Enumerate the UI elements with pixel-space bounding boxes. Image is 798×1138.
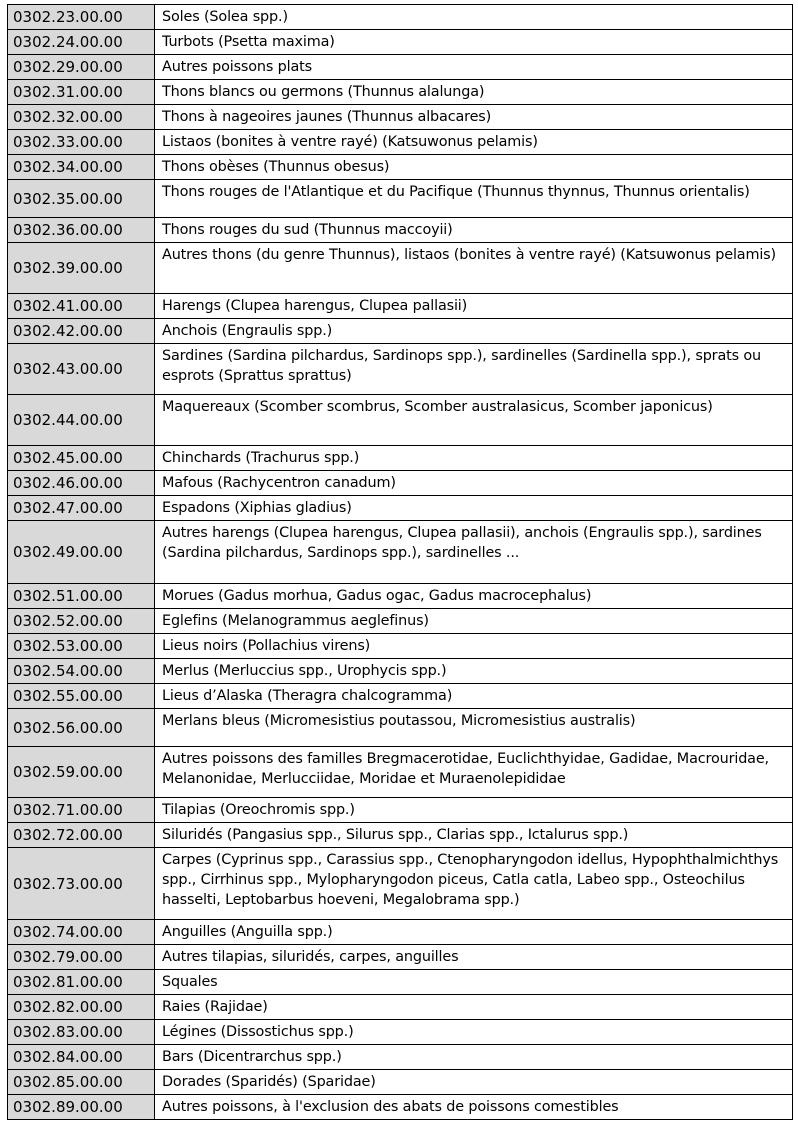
- table-row: [8, 30, 793, 55]
- tariff-code-cell: 0302.24.00.00: [8, 30, 155, 55]
- table-row: [8, 395, 793, 446]
- tariff-code-cell: 0302.23.00.00: [8, 5, 155, 30]
- table-row: [8, 180, 793, 218]
- table-row: [8, 5, 793, 30]
- table-row: [8, 920, 793, 945]
- description-cell: Lieus d’Alaska (Theragra chalcogramma): [155, 684, 793, 709]
- description-cell: Thons rouges du sud (Thunnus maccoyii): [155, 218, 793, 243]
- tariff-code-cell: 0302.56.00.00: [8, 709, 155, 747]
- description-cell: Autres poissons des familles Bregmacerotidae, Euclichthyidae, Gadidae, Macrouridae, Melanonidae, Merlucciidae, Moridae et Muraenolepididae: [155, 747, 793, 798]
- tariff-code-cell: 0302.41.00.00: [8, 294, 155, 319]
- tariff-code-cell: 0302.81.00.00: [8, 970, 155, 995]
- description-cell: Listaos (bonites à ventre rayé) (Katsuwonus pelamis): [155, 130, 793, 155]
- table-row: [8, 218, 793, 243]
- table-row: [8, 521, 793, 584]
- table-row: [8, 319, 793, 344]
- description-cell: Thons blancs ou germons (Thunnus alalunga): [155, 80, 793, 105]
- tariff-code-cell: 0302.31.00.00: [8, 80, 155, 105]
- table-row: [8, 155, 793, 180]
- table-row: [8, 294, 793, 319]
- tariff-code-cell: 0302.47.00.00: [8, 496, 155, 521]
- table-row: [8, 823, 793, 848]
- tariff-code-cell: 0302.73.00.00: [8, 848, 155, 920]
- tariff-code-cell: 0302.82.00.00: [8, 995, 155, 1020]
- tariff-code-cell: 0302.45.00.00: [8, 446, 155, 471]
- table-row: [8, 1020, 793, 1045]
- description-cell: Harengs (Clupea harengus, Clupea pallasii): [155, 294, 793, 319]
- table-row: [8, 1070, 793, 1095]
- table-row: [8, 55, 793, 80]
- description-cell: Chinchards (Trachurus spp.): [155, 446, 793, 471]
- description-cell: Autres tilapias, siluridés, carpes, anguilles: [155, 945, 793, 970]
- description-cell: Anchois (Engraulis spp.): [155, 319, 793, 344]
- tariff-code-cell: 0302.74.00.00: [8, 920, 155, 945]
- description-cell: Merlans bleus (Micromesistius poutassou, Micromesistius australis): [155, 709, 793, 747]
- tariff-code-cell: 0302.46.00.00: [8, 471, 155, 496]
- description-cell: Autres poissons, à l'exclusion des abats de poissons comestibles: [155, 1095, 793, 1120]
- table-row: [8, 684, 793, 709]
- table-row: [8, 130, 793, 155]
- table-row: [8, 344, 793, 395]
- description-cell: Sardines (Sardina pilchardus, Sardinops spp.), sardinelles (Sardinella spp.), sprats ou esprots (Sprattus sprattus): [155, 344, 793, 395]
- description-cell: Autres poissons plats: [155, 55, 793, 80]
- tariff-code-cell: 0302.29.00.00: [8, 55, 155, 80]
- description-cell: Légines (Dissostichus spp.): [155, 1020, 793, 1045]
- description-cell: Thons à nageoires jaunes (Thunnus albacares): [155, 105, 793, 130]
- tariff-code-cell: 0302.59.00.00: [8, 747, 155, 798]
- tariff-code-cell: 0302.72.00.00: [8, 823, 155, 848]
- table-body: [8, 5, 793, 1120]
- tariff-code-cell: 0302.51.00.00: [8, 584, 155, 609]
- table-row: [8, 471, 793, 496]
- description-cell: Merlus (Merluccius spp., Urophycis spp.): [155, 659, 793, 684]
- table-row: [8, 945, 793, 970]
- tariff-code-table: [7, 4, 793, 1120]
- tariff-code-cell: 0302.34.00.00: [8, 155, 155, 180]
- tariff-code-cell: 0302.44.00.00: [8, 395, 155, 446]
- description-cell: Soles (Solea spp.): [155, 5, 793, 30]
- table-row: [8, 634, 793, 659]
- tariff-code-cell: 0302.33.00.00: [8, 130, 155, 155]
- table-row: [8, 105, 793, 130]
- description-cell: Lieus noirs (Pollachius virens): [155, 634, 793, 659]
- table-row: [8, 798, 793, 823]
- description-cell: Thons obèses (Thunnus obesus): [155, 155, 793, 180]
- tariff-code-cell: 0302.84.00.00: [8, 1045, 155, 1070]
- tariff-code-cell: 0302.54.00.00: [8, 659, 155, 684]
- description-cell: Turbots (Psetta maxima): [155, 30, 793, 55]
- table-row: [8, 80, 793, 105]
- table-row: [8, 1095, 793, 1120]
- description-cell: Thons rouges de l'Atlantique et du Pacifique (Thunnus thynnus, Thunnus orientalis): [155, 180, 793, 218]
- tariff-code-cell: 0302.39.00.00: [8, 243, 155, 294]
- table-row: [8, 1045, 793, 1070]
- table-row: [8, 970, 793, 995]
- tariff-code-cell: 0302.89.00.00: [8, 1095, 155, 1120]
- description-cell: Autres harengs (Clupea harengus, Clupea pallasii), anchois (Engraulis spp.), sardines (Sardina pilchardus, Sardinops spp.), sardinelles ...: [155, 521, 793, 584]
- tariff-code-cell: 0302.32.00.00: [8, 105, 155, 130]
- table-row: [8, 609, 793, 634]
- tariff-code-cell: 0302.55.00.00: [8, 684, 155, 709]
- table-row: [8, 709, 793, 747]
- tariff-code-cell: 0302.85.00.00: [8, 1070, 155, 1095]
- description-cell: Anguilles (Anguilla spp.): [155, 920, 793, 945]
- table-row: [8, 659, 793, 684]
- tariff-code-cell: 0302.42.00.00: [8, 319, 155, 344]
- table-row: [8, 995, 793, 1020]
- tariff-code-cell: 0302.53.00.00: [8, 634, 155, 659]
- tariff-code-cell: 0302.71.00.00: [8, 798, 155, 823]
- description-cell: Raies (Rajidae): [155, 995, 793, 1020]
- description-cell: Siluridés (Pangasius spp., Silurus spp., Clarias spp., Ictalurus spp.): [155, 823, 793, 848]
- tariff-code-cell: 0302.43.00.00: [8, 344, 155, 395]
- tariff-code-cell: 0302.52.00.00: [8, 609, 155, 634]
- tariff-code-cell: 0302.49.00.00: [8, 521, 155, 584]
- description-cell: Maquereaux (Scomber scombrus, Scomber australasicus, Scomber japonicus): [155, 395, 793, 446]
- description-cell: Espadons (Xiphias gladius): [155, 496, 793, 521]
- tariff-code-cell: 0302.35.00.00: [8, 180, 155, 218]
- description-cell: Squales: [155, 970, 793, 995]
- description-cell: Autres thons (du genre Thunnus), listaos (bonites à ventre rayé) (Katsuwonus pelamis): [155, 243, 793, 294]
- description-cell: Tilapias (Oreochromis spp.): [155, 798, 793, 823]
- description-cell: Mafous (Rachycentron canadum): [155, 471, 793, 496]
- table-row: [8, 848, 793, 920]
- table-row: [8, 446, 793, 471]
- description-cell: Morues (Gadus morhua, Gadus ogac, Gadus macrocephalus): [155, 584, 793, 609]
- description-cell: Eglefins (Melanogrammus aeglefinus): [155, 609, 793, 634]
- description-cell: Bars (Dicentrarchus spp.): [155, 1045, 793, 1070]
- table-row: [8, 584, 793, 609]
- tariff-code-cell: 0302.36.00.00: [8, 218, 155, 243]
- table-row: [8, 496, 793, 521]
- description-cell: Dorades (Sparidés) (Sparidae): [155, 1070, 793, 1095]
- tariff-code-cell: 0302.79.00.00: [8, 945, 155, 970]
- table-row: [8, 747, 793, 798]
- table-row: [8, 243, 793, 294]
- description-cell: Carpes (Cyprinus spp., Carassius spp., Ctenopharyngodon idellus, Hypophthalmichthys spp., Cirrhinus spp., Mylopharyngodon piceus, Catla catla, Labeo spp., Osteochilus hasselti, Leptobarbus hoeveni, Megalobrama spp.): [155, 848, 793, 920]
- tariff-code-cell: 0302.83.00.00: [8, 1020, 155, 1045]
